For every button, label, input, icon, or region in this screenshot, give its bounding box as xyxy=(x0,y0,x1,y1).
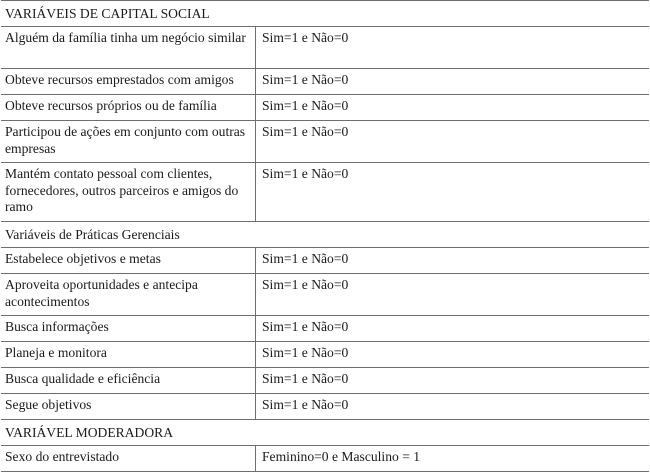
table-row xyxy=(1,316,649,342)
coding-cell: Sim=1 e Não=0 xyxy=(262,30,349,45)
table-row xyxy=(1,95,649,121)
coding-cell: Sim=1 e Não=0 xyxy=(262,98,349,113)
coding-cell: Sim=1 e Não=0 xyxy=(262,397,349,412)
coding-cell: Sim=1 e Não=0 xyxy=(262,319,349,334)
table-row xyxy=(1,121,649,163)
section-coding xyxy=(256,1,649,26)
variable-cell: Segue objetivos xyxy=(1,394,256,419)
table-row xyxy=(1,163,649,222)
variable-cell: Mantém contato pessoal com clientes, fornecedores, outros parceiros e amigos do ramo xyxy=(1,163,256,221)
table-row xyxy=(1,69,649,95)
table-row xyxy=(1,394,649,420)
coding-cell: Sim=1 e Não=0 xyxy=(262,72,349,87)
variable-cell: Busca qualidade e eficiência xyxy=(1,368,256,393)
section-title: VARIÁVEL MODERADORA xyxy=(5,425,174,440)
table-section-row xyxy=(1,222,649,248)
variable-cell: Participou de ações em conjunto com outras empresas xyxy=(1,121,256,162)
variable-cell: Busca informações xyxy=(1,316,256,341)
section-title: VARIÁVEIS DE CAPITAL SOCIAL xyxy=(5,6,210,21)
variable-cell: Sexo do entrevistado xyxy=(1,446,256,471)
table-row xyxy=(1,368,649,394)
section-coding xyxy=(256,222,649,247)
variable-cell: Obteve recursos próprios ou de família xyxy=(1,95,256,120)
table-row xyxy=(1,446,649,472)
coding-cell: Sim=1 e Não=0 xyxy=(262,166,349,181)
table-row xyxy=(1,27,649,69)
variable-cell: Estabelece objetivos e metas xyxy=(1,248,256,273)
variable-cell: Aproveita oportunidades e antecipa acontecimentos xyxy=(1,274,256,315)
variable-cell: Alguém da família tinha um negócio similar xyxy=(1,27,256,68)
table-section-row xyxy=(1,420,649,446)
table-row xyxy=(1,248,649,274)
coding-cell: Sim=1 e Não=0 xyxy=(262,345,349,360)
coding-cell: Feminino=0 e Masculino = 1 xyxy=(262,449,421,464)
variables-table xyxy=(1,0,649,472)
variable-cell: Planeja e monitora xyxy=(1,342,256,367)
table-section-row xyxy=(1,1,649,27)
table-row xyxy=(1,342,649,368)
coding-cell: Sim=1 e Não=0 xyxy=(262,371,349,386)
section-title: Variáveis de Práticas Gerenciais xyxy=(5,227,180,242)
coding-cell: Sim=1 e Não=0 xyxy=(262,251,349,266)
table-row xyxy=(1,274,649,316)
coding-cell: Sim=1 e Não=0 xyxy=(262,124,349,139)
variable-cell: Obteve recursos emprestados com amigos xyxy=(1,69,256,94)
coding-cell: Sim=1 e Não=0 xyxy=(262,277,349,292)
section-coding xyxy=(256,420,649,445)
